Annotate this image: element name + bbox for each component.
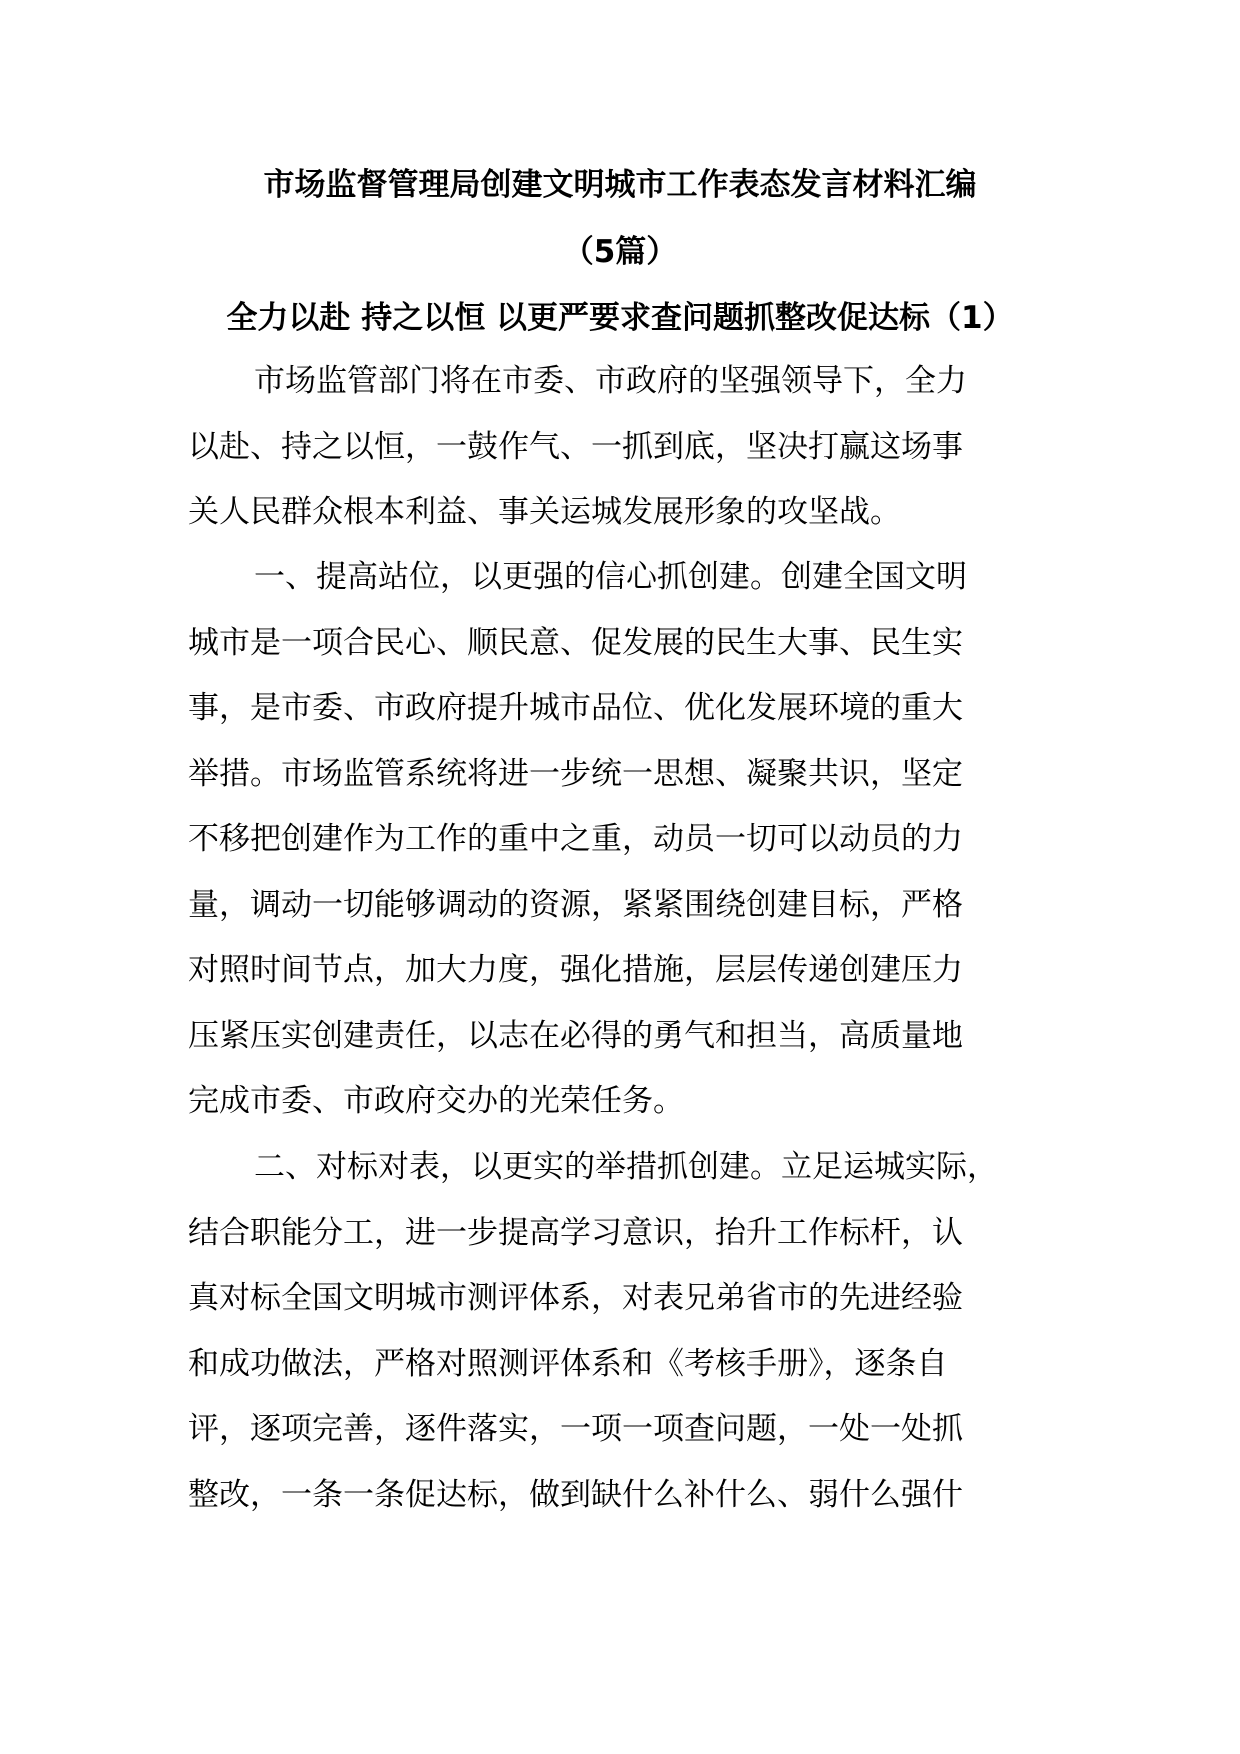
paragraph-line: 评，逐项完善，逐件落实，一项一项查问题，一处一处抓 [188,1411,963,1447]
paragraph-point-two [188,1135,1068,1528]
paragraph-line: 事，是市委、市政府提升城市品位、优化发展环境的重大 [188,690,963,726]
paragraph-line: 一、提高站位，以更强的信心抓创建。创建全国文明 [254,559,967,595]
paragraph-line: 以赴、持之以恒，一鼓作气、一抓到底，坚决打赢这场事 [188,428,963,465]
paragraph-point-one [188,545,1068,1135]
paragraph-line: 二、对标对表，以更实的举措抓创建。立足运城实际， [254,1149,998,1185]
paragraph-line: 真对标全国文明城市测评体系，对表兄弟省市的先进经验 [188,1280,963,1316]
document-title-count: （5篇） [562,234,678,270]
paragraph-line: 举措。市场监管系统将进一步统一思想、凝聚共识，坚定 [188,755,963,792]
paragraph-line: 市场监管部门将在市委、市政府的坚强领导下，全力 [254,363,967,399]
paragraph-intro [188,349,1068,546]
section-subtitle: 全力以赴 持之以恒 以更严要求查问题抓整改促达标（1） [226,300,1014,336]
paragraph-line: 和成功做法，严格对照测评体系和《考核手册》，逐条自 [188,1345,948,1382]
paragraph-line: 关人民群众根本利益、事关运城发展形象的攻坚战。 [188,494,901,530]
paragraph-line: 结合职能分工，进一步提高学习意识，抬升工作标杆，认 [188,1214,963,1251]
paragraph-line: 不移把创建作为工作的重中之重，动员一切可以动员的力 [188,821,963,857]
document-title: 市场监督管理局创建文明城市工作表态发言材料汇编 [263,167,977,203]
paragraph-line: 压紧压实创建责任，以志在必得的勇气和担当，高质量地 [188,1017,963,1054]
paragraph-line: 整改，一条一条促达标，做到缺什么补什么、弱什么强什 [188,1476,963,1513]
paragraph-line: 对照时间节点，加大力度，强化措施，层层传递创建压力 [188,952,963,988]
paragraph-line: 城市是一项合民心、顺民意、促发展的民生大事、民生实 [188,624,963,661]
paragraph-line: 完成市委、市政府交办的光荣任务。 [188,1083,684,1119]
paragraph-line: 量，调动一切能够调动的资源，紧紧围绕创建目标，严格 [188,886,963,923]
